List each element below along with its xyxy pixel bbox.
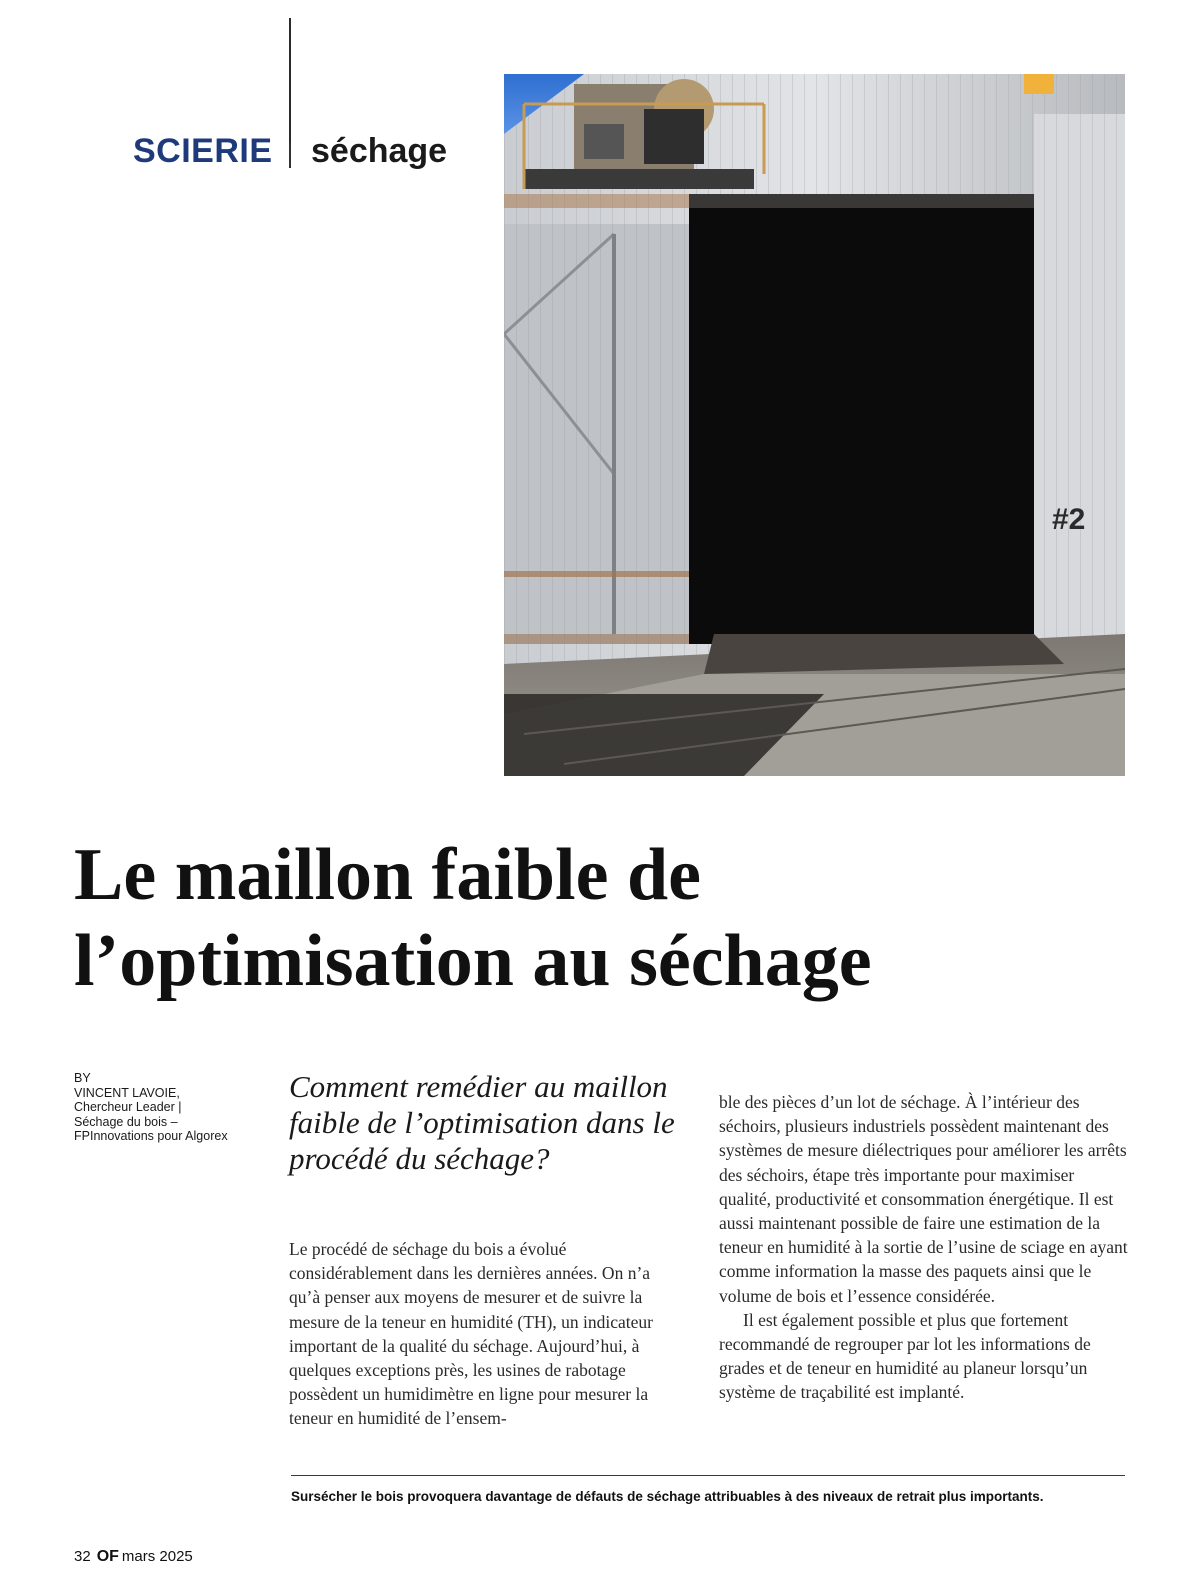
byline-role2: Séchage du bois – (74, 1114, 178, 1129)
photo-caption: Sursécher le bois provoquera davantage de défauts de séchage attribuables à des niveaux de retrait plus importants. (291, 1489, 1044, 1504)
body-column-2 (719, 1090, 1129, 1405)
body-paragraph: ble des pièces d’un lot de séchage. À l’intérieur des séchoirs, plusieurs industriels possèdent maintenant des systèmes de mesure diélectriques pour améliorer les arrêts des séchoirs, étape très importante pour maximiser qualité, productivité et consommation énergétique. Il est aussi maintenant possible de faire une estimation de la teneur en humidité à la sortie de l’usine de sciage en ayant comme information la masse des paquets ainsi que le volume de bois et l’essence considérée. (719, 1092, 1128, 1306)
article-title (74, 832, 1134, 1004)
article-photo (504, 74, 1125, 776)
article-title-line2: l’optimisation au séchage (74, 920, 872, 1002)
caption-rule (291, 1475, 1125, 1476)
byline-org: FPInnovations pour Algorex (74, 1129, 228, 1143)
byline-by: BY (74, 1071, 91, 1085)
section-separator (289, 143, 291, 167)
article-deck: Comment remédier au maillon faible de l’optimisation dans le procédé du séchage? (289, 1069, 675, 1176)
body-paragraph: Le procédé de séchage du bois a évolué considérablement dans les dernières années. On n’a qu’à penser aux moyens de mesurer et de suivre la mesure de la teneur en humidité (TH), un indicateur important de la qualité du séchage. Aujourd’hui, à quelques exceptions près, les usines de rabotage possèdent un humidimètre en ligne pour mesurer la teneur en humidité de l’ensem- (289, 1239, 653, 1429)
magazine-brand: OF (96, 1548, 119, 1565)
byline-author: VINCENT LAVOIE, (74, 1085, 180, 1100)
byline-role1: Chercheur Leader | (74, 1100, 182, 1114)
body-column-1 (289, 1237, 679, 1431)
page-number: 32 (74, 1548, 91, 1565)
issue-date: mars 2025 (121, 1548, 193, 1565)
section-sublabel: séchage (311, 132, 448, 170)
door-number: #2 (1052, 503, 1086, 536)
article-title-line1: Le maillon faible de (74, 834, 701, 916)
kiln-door-photo-icon (504, 74, 1125, 776)
page-footer (74, 1548, 193, 1566)
body-paragraph: Il est également possible et plus que fortement recommandé de regrouper par lot les informations de grades et de teneur en humidité au planeur lorsqu’un système de traçabilité est implanté. (719, 1309, 1091, 1403)
byline (74, 1071, 274, 1144)
section-label: SCIERIE (133, 132, 273, 170)
